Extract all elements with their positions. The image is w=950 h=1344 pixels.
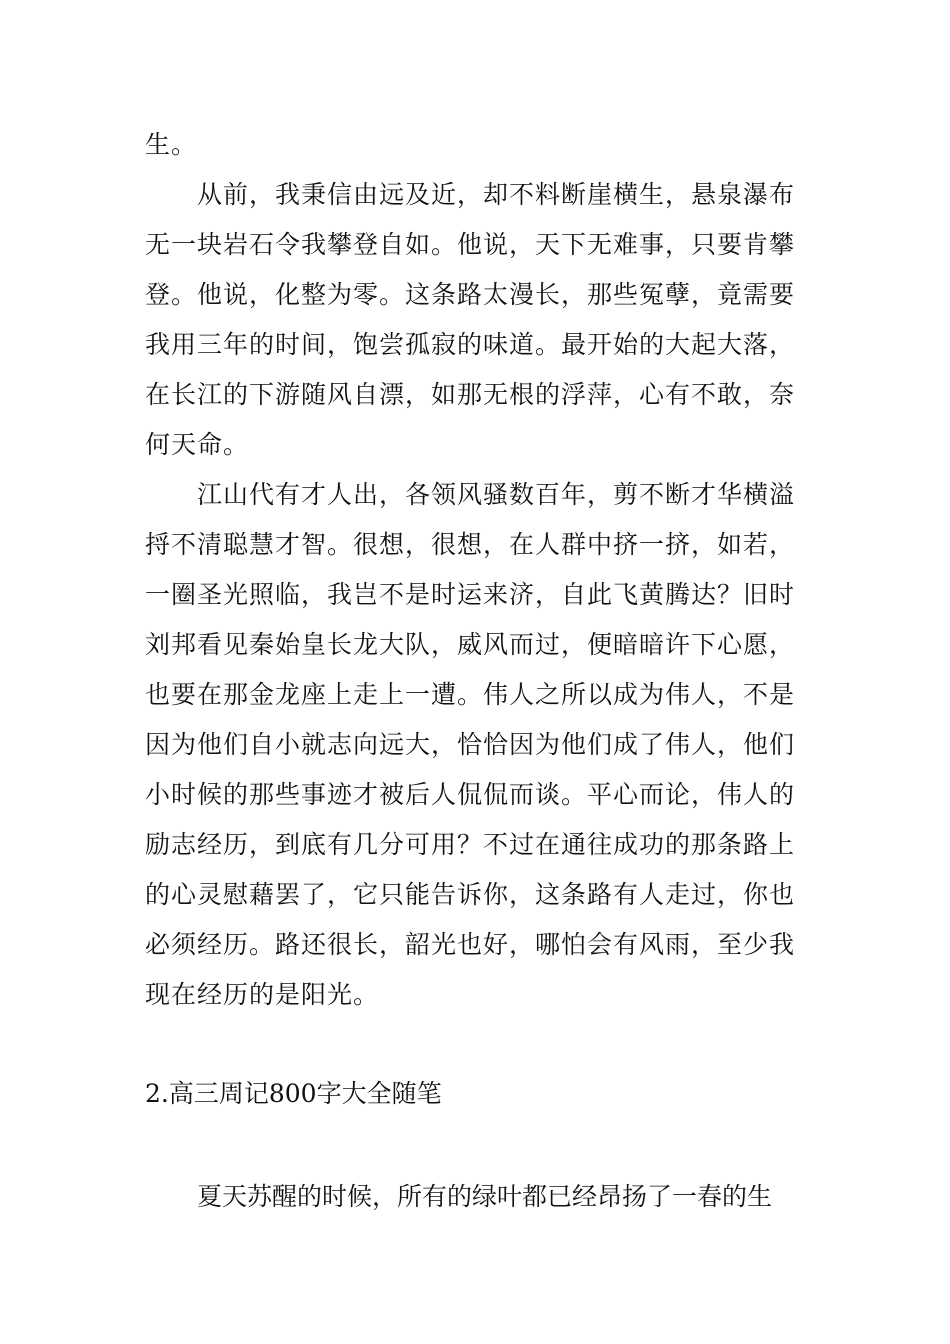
paragraph: 从前，我秉信由远及近，却不料断崖横生，悬泉瀑布无一块岩石令我攀登自如。他说，天下无难事，只要肯攀登。他说，化整为零。这条路太漫长，那些冤孽，竟需要我用三年的时间，饱尝孤寂的味道。最开始的大起大落，在长江的下游随风自漂，如那无根的浮萍，心有不敢，奈何天命。 [145,180,796,459]
section-heading: 2.高三周记800字大全随笔 [145,1079,442,1108]
paragraph: 夏天苏醒的时候，所有的绿叶都已经昂扬了一春的生 [197,1182,773,1211]
paragraph: 江山代有才人出，各领风骚数百年，剪不断才华横溢捋不清聪慧才智。很想，很想，在人群中挤一挤，如若，一圈圣光照临，我岂不是时运来济，自此飞黄腾达？旧时刘邦看见秦始皇长龙大队，威风而过，便暗暗许下心愿，也要在那金龙座上走上一遭。伟人之所以成为伟人，不是因为他们自小就志向远大，恰恰因为他们成了伟人，他们小时候的那些事迹才被后人侃侃而谈。平心而论，伟人的励志经历，到底有几分可用？不过在通往成功的那条路上的心灵慰藉罢了，它只能告诉你，这条路有人走过，你也必须经历。路还很长，韶光也好，哪怕会有风雨，至少我现在经历的是阳光。 [145,480,796,1009]
paragraph-continuation: 生。 [145,130,198,159]
body-text [145,120,807,1020]
